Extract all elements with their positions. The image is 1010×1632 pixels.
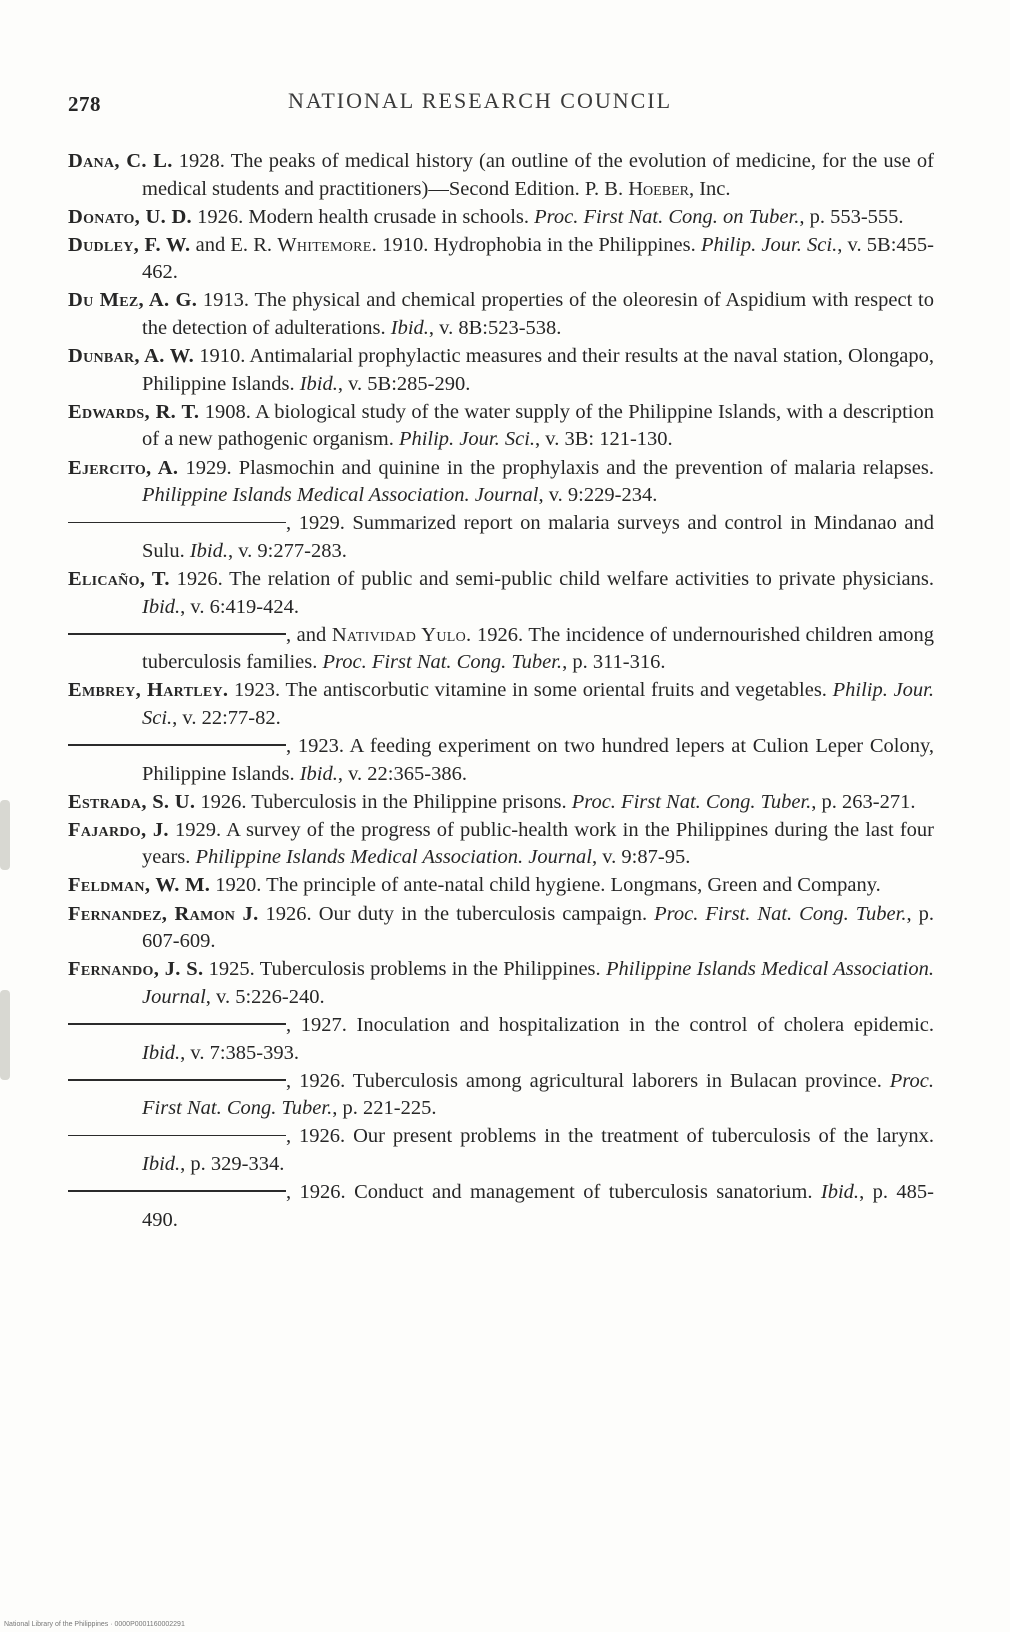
page-header [68,88,928,128]
entry-citation: 1929. Plasmochin and quinine in the prophylaxis and the prevention of malaria relapses. [178,456,934,479]
entry-journal: Proc. First Nat. Cong. Tuber. [571,790,812,813]
repeat-author-dash [68,1079,286,1081]
entry-citation: , 1929. Summarized report on malaria surveys and control in Mindanao and Sulu. [142,512,934,562]
bibliography-entry [68,204,934,232]
scan-footer-note: National Library of the Philippines · 0000P0001160002291 [4,1621,185,1628]
entry-coauthor: Whitemore. [277,233,378,256]
bibliography-entry [68,566,934,621]
entry-citation: 1926. Modern health crusade in schools. [191,205,535,228]
bibliography-entry [68,1123,934,1178]
entry-citation: 1910. Antimalarial prophylactic measures and their results at the naval station, Olongapo, Philippine Islands. [142,345,935,395]
entry-pages: , v. 9:277-283. [228,539,347,562]
entry-journal: Ibid. [142,595,181,618]
entry-journal: Ibid. [820,1180,860,1203]
entry-publisher: Hoeber [628,177,689,200]
entry-author: Fajardo, J. [68,818,169,841]
entry-pages: , v. 3B: 121-130. [535,428,673,451]
page-edge-mark [0,990,10,1080]
entry-citation: 1926. Our duty in the tuberculosis campaign. [258,902,655,925]
entry-citation: 1926. The incidence of undernourished children among tuberculosis families. [142,623,934,674]
entry-author: Fernandez, Ramon J. [68,902,259,925]
entry-pages: , v. 5B:285-290. [337,372,471,395]
entry-citation: 1920. The principle of ante-natal child hygiene. Longmans, Green and Company. [210,874,881,897]
entry-citation: 1913. The physical and chemical properties of the oleoresin of Aspidium with respect to the detection of adulterations. [142,289,934,340]
entry-coauthor: Natividad Yulo. [331,623,472,646]
entry-citation: 1910. Hydrophobia in the Philippines. [377,233,701,256]
repeat-author-dash [68,1023,286,1025]
entry-pages: , p. 311-316. [562,651,666,674]
entry-journal: Ibid. [390,317,429,340]
entry-journal: Proc. First Nat. Cong. Tuber. [142,1069,934,1120]
entry-author: Donato, U. D. [68,205,192,228]
bibliography-entry [68,956,934,1011]
bibliography-entry [68,1012,934,1067]
entry-journal: Philippine Islands Medical Association. Journal [195,846,593,869]
bibliography-entry [68,677,934,732]
entry-citation: 1908. A biological study of the water supply of the Philippine Islands, with a description of a new pathogenic organism. [142,400,934,451]
entry-pages: , v. 5:226-240. [205,985,325,1008]
bibliography-entry [68,510,934,565]
entry-citation: 1929. A survey of the progress of public-health work in the Philippines during the last four years. [142,818,934,869]
entry-author: Feldman, W. M. [68,874,211,897]
entry-citation: , 1923. A feeding experiment on two hundred lepers at Culion Leper Colony, Philippine Islands. [142,734,934,785]
bibliography-entry [68,455,934,510]
entry-author: Estrada, S. U. [68,790,196,813]
entry-author: Embrey, Hartley. [68,679,229,702]
entry-author: Dana, C. L. [68,150,173,172]
running-title: NATIONAL RESEARCH COUNCIL [288,88,673,113]
page-edge-mark [0,800,10,870]
entry-author: Fernando, J. S. [68,958,204,981]
entry-journal: Ibid. [299,372,338,395]
entry-journal: Ibid. [189,539,229,562]
bibliography-entry [68,901,934,956]
page-number: 278 [68,92,101,116]
entry-journal: Philippine Islands Medical Association. Journal [142,484,539,507]
entry-journal: Proc. First Nat. Cong. on Tuber. [534,205,800,228]
entry-citation: 1928. The peaks of medical history (an outline of the evolution of medicine, for the use of medical students and practitioners)—Second Edition. P. B. [142,150,934,200]
bibliography-entry [68,148,934,203]
bibliography-entry [68,622,934,677]
entry-citation: , 1926. Tuberculosis among agricultural laborers in Bulacan province. [286,1069,890,1092]
entry-pages: , v. 5B:455-462. [142,233,934,284]
repeat-author-dash [68,744,286,746]
entry-pages: , v. 22:77-82. [172,706,281,729]
entry-citation: 1925. Tuberculosis problems in the Philippines. [203,958,606,981]
entry-citation: , 1927. Inoculation and hospitalization in the control of cholera epidemic. [286,1013,934,1036]
entry-journal: Philip. Jour. Sci. [700,233,838,256]
entry-connector: , and [286,623,332,646]
entry-pages: , p. 607-609. [142,902,935,953]
repeat-author-dash [68,522,286,524]
bibliography-entry [68,343,934,398]
entry-journal: Ibid. [142,1152,181,1175]
entry-citation: 1923. The antiscorbutic vitamine in some oriental fruits and vegetables. [228,679,833,702]
entry-pages: , p. 329-334. [180,1152,285,1175]
bibliography-entry [68,399,934,454]
bibliography-entry [68,789,934,817]
entry-pages: , v. 9:87-95. [592,846,691,869]
entry-citation: 1926. Tuberculosis in the Philippine prisons. [195,790,572,813]
entry-pages: , p. 485-490. [142,1180,935,1231]
entry-journal: Philippine Islands Medical Association. Journal [142,958,935,1008]
repeat-author-dash [68,1190,286,1192]
entry-pages: , v. 6:419-424. [180,595,299,618]
entry-author: Du Mez, A. G. [68,289,198,312]
entry-journal: Ibid. [299,762,338,785]
entry-pages: , v. 22:365-386. [337,762,467,785]
entry-pages: , p. 263-271. [811,790,916,813]
bibliography-entry [68,1068,934,1123]
entry-pages: , v. 7:385-393. [180,1041,299,1064]
bibliography-entry [68,232,934,287]
bibliography-entry [68,287,934,342]
entry-author: Ejercito, A. [68,456,179,479]
repeat-author-dash [68,633,286,635]
entry-pages: , p. 553-555. [799,205,904,228]
entry-journal: Ibid. [142,1041,181,1064]
entry-citation: , 1926. Our present problems in the treatment of tuberculosis of the larynx. [286,1125,934,1148]
entry-pages: , v. 8B:523-538. [428,317,562,340]
bibliography-entry [68,817,934,872]
entry-pages: , p. 221-225. [332,1097,437,1120]
entry-author: Dunbar, A. W. [68,345,195,368]
entry-pages: , Inc. [688,177,731,200]
entry-journal: Philip. Jour. Sci. [142,679,934,729]
entry-journal: Philip. Jour. Sci. [398,428,536,451]
entry-pages: , v. 9:229-234. [538,484,658,507]
entry-citation: 1926. The relation of public and semi-public child welfare activities to private physicians. [169,567,934,590]
entry-author: Elicaño, T. [68,567,170,590]
entry-journal: Proc. First. Nat. Cong. Tuber. [654,902,907,925]
bibliography-entry [68,733,934,788]
bibliography-entry [68,872,934,900]
entry-author: Dudley, F. W. [68,233,191,256]
entry-author: Edwards, R. T. [68,400,200,423]
entry-citation: , 1926. Conduct and management of tuberculosis sanatorium. [286,1180,821,1203]
bibliography-entry [68,1179,934,1234]
entry-connector: and E. R. [190,233,278,256]
repeat-author-dash [68,1135,286,1137]
bibliography-list [68,148,934,1235]
entry-journal: Proc. First Nat. Cong. Tuber. [322,651,563,674]
